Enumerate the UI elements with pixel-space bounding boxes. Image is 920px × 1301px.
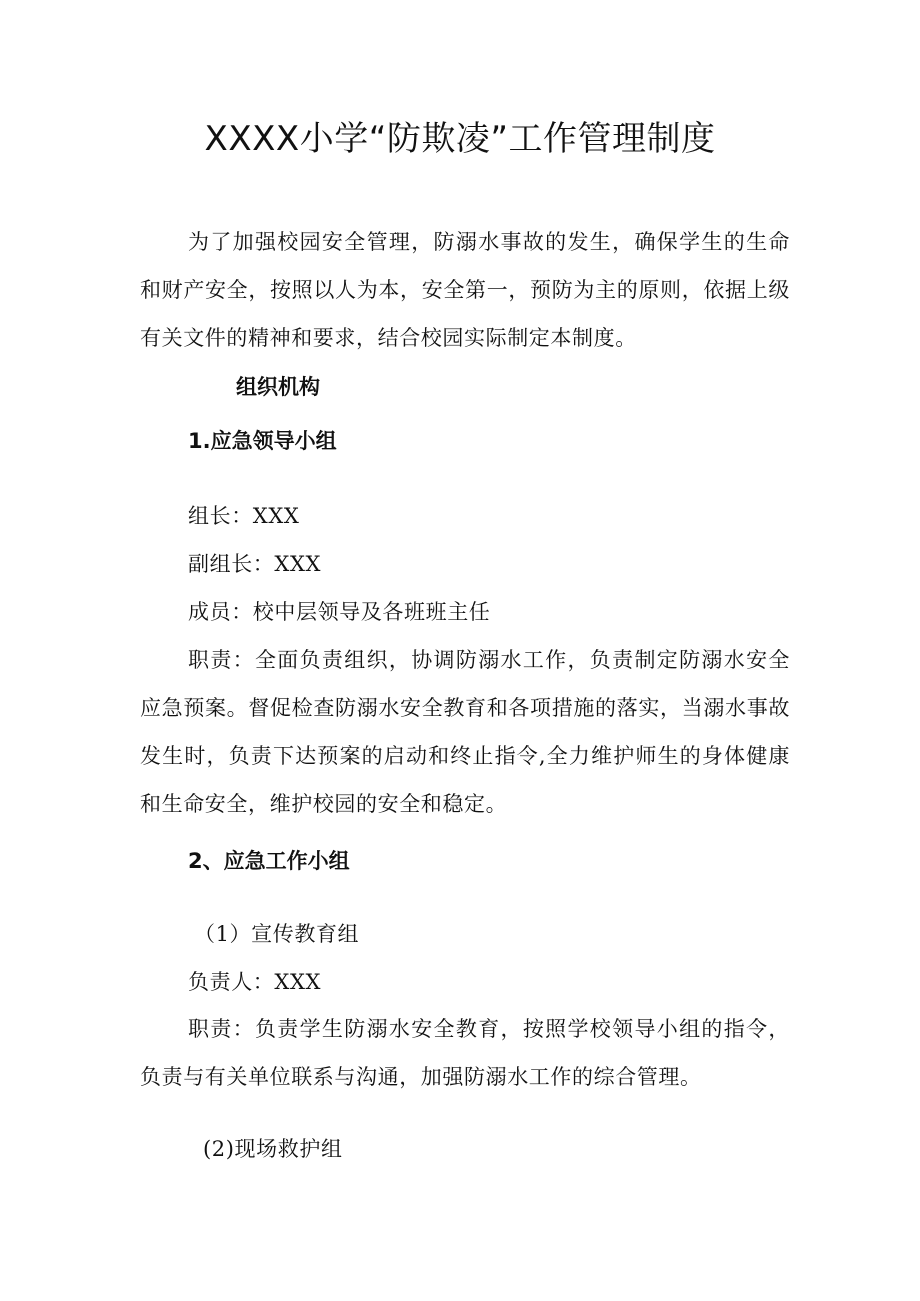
group2-heading: 2、应急工作小组	[188, 849, 350, 873]
group2-sub1-owner: 负责人：XXX	[188, 970, 322, 994]
group2-sub2-title: (2)现场救护组	[203, 1137, 343, 1161]
group1-vice-leader: 副组长：XXX	[188, 552, 322, 576]
document-title: XXXX小学“防欺凌”工作管理制度	[204, 119, 716, 159]
group1-leader: 组长：XXX	[188, 504, 300, 528]
group2-sub1-title: （1）宣传教育组	[194, 922, 360, 946]
intro-paragraph: 为了加强校园安全管理，防溺水事故的发生，确保学生的生命和财产安全，按照以人为本，安全第一，预防为主的原则，依据上级有关文件的精神和要求，结合校园实际制定本制度。	[140, 230, 790, 350]
group1-duty-paragraph: 职责：全面负责组织，协调防溺水工作，负责制定防溺水安全应急预案。督促检查防溺水安全教育和各项措施的落实，当溺水事故发生时，负责下达预案的启动和终止指令,全力维护师生的身体健康和生命安全，维护校园的安全和稳定。	[140, 648, 790, 816]
group2-sub1-duty-paragraph: 职责：负责学生防溺水安全教育，按照学校领导小组的指令，负责与有关单位联系与沟通，加强防溺水工作的综合管理。	[140, 1017, 790, 1089]
group1-members: 成员：校中层领导及各班班主任	[188, 600, 491, 624]
section-heading-organization: 组织机构	[236, 375, 320, 399]
group1-heading: 1.应急领导小组	[188, 429, 337, 453]
